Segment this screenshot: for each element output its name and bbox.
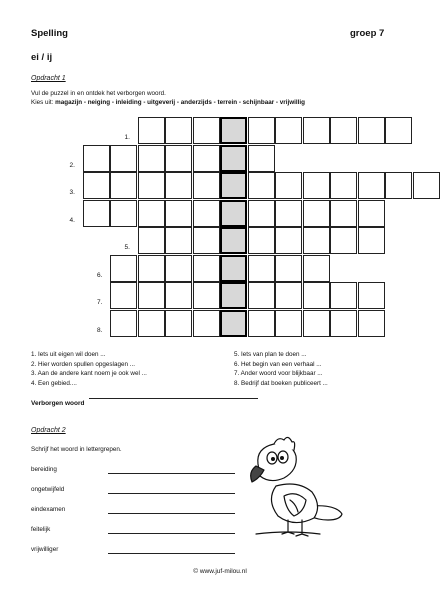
crossword-cell[interactable]	[275, 282, 302, 309]
crossword-cell[interactable]	[330, 200, 357, 227]
clue-item: 5. Iets van plan te doen ...	[234, 351, 307, 358]
crossword-cell[interactable]	[248, 200, 275, 227]
crossword-cell[interactable]	[83, 145, 110, 172]
crossword-cell[interactable]	[193, 200, 220, 227]
crossword-cell[interactable]	[330, 310, 357, 337]
row-number: 8.	[97, 326, 103, 334]
crossword-cell[interactable]	[275, 310, 302, 337]
crossword-cell[interactable]	[83, 172, 110, 199]
crossword-cell[interactable]	[165, 172, 192, 199]
subtitle: ei / ij	[31, 52, 53, 63]
crossword-cell[interactable]	[165, 200, 192, 227]
crossword-cell[interactable]	[110, 145, 137, 172]
clue-item: 6. Het begin van een verhaal ...	[234, 360, 322, 368]
crossword-cell[interactable]	[138, 227, 165, 254]
crossword-cell[interactable]	[110, 172, 137, 199]
hidden-word-label: Verborgen woord	[31, 400, 85, 407]
crossword-cell[interactable]	[248, 310, 275, 337]
crossword-cell[interactable]	[358, 172, 385, 199]
hidden-word-cell[interactable]	[220, 117, 247, 144]
syllable-word: feitelijk	[31, 526, 51, 533]
crossword-cell[interactable]	[330, 172, 357, 199]
crossword-cell[interactable]	[165, 117, 192, 144]
opdracht2-heading: Opdracht 2	[31, 427, 66, 434]
opdracht1-heading: Opdracht 1	[31, 75, 66, 82]
page-title: Spelling	[31, 28, 68, 39]
crossword-cell[interactable]	[275, 172, 302, 199]
row-number: 5.	[124, 244, 130, 251]
crossword-cell[interactable]	[248, 227, 275, 254]
crossword-cell[interactable]	[138, 282, 165, 309]
crossword-cell[interactable]	[193, 282, 220, 309]
crossword-cell[interactable]	[303, 200, 330, 227]
syllable-answer-line[interactable]	[108, 513, 235, 514]
crossword-cell[interactable]	[303, 227, 330, 254]
crossword-cell[interactable]	[193, 145, 220, 172]
crossword-cell[interactable]	[385, 117, 412, 144]
syllable-word: vrijwilliger	[31, 546, 59, 553]
row-number: 6.	[97, 271, 103, 279]
crossword-cell[interactable]	[358, 310, 385, 337]
syllable-answer-line[interactable]	[108, 473, 235, 474]
clue-item: 1. Iets uit eigen wil doen ...	[31, 351, 106, 358]
crossword-cell[interactable]	[303, 172, 330, 199]
crossword-cell[interactable]	[303, 282, 330, 309]
bird-illustration	[248, 434, 348, 546]
footer-copyright: © www.juf-milou.nl	[193, 568, 247, 575]
crossword-cell[interactable]	[83, 200, 110, 227]
crossword-cell[interactable]	[248, 117, 275, 144]
row-number: 7.	[97, 299, 103, 306]
crossword-cell[interactable]	[248, 255, 275, 282]
hidden-word-cell[interactable]	[220, 282, 247, 309]
crossword-cell[interactable]	[330, 117, 357, 144]
row-number: 2.	[69, 161, 75, 169]
crossword-cell[interactable]	[385, 172, 412, 199]
crossword-cell[interactable]	[193, 227, 220, 254]
crossword-cell[interactable]	[248, 282, 275, 309]
crossword-cell[interactable]	[165, 145, 192, 172]
crossword-cell[interactable]	[193, 255, 220, 282]
crossword-cell[interactable]	[138, 255, 165, 282]
choose-words-line	[31, 99, 305, 107]
choose-words: magazijn - neiging - inleiding - uitgeverij - anderzijds - terrein - schijnbaar - vrijwillig	[55, 99, 305, 106]
crossword-cell[interactable]	[275, 227, 302, 254]
crossword-cell[interactable]	[110, 200, 137, 227]
hidden-word-cell[interactable]	[220, 145, 247, 172]
syllable-word: bereiding	[31, 466, 57, 473]
clue-item: 2. Hier worden spullen opgeslagen ...	[31, 360, 135, 368]
crossword-cell[interactable]	[358, 227, 385, 254]
crossword-cell[interactable]	[358, 282, 385, 309]
clue-item: 7. Ander woord voor blijkbaar ...	[234, 370, 323, 377]
hidden-word-cell[interactable]	[220, 200, 247, 227]
crossword-cell[interactable]	[165, 255, 192, 282]
hidden-word-line[interactable]	[89, 398, 258, 399]
crossword-cell[interactable]	[138, 172, 165, 199]
clue-item: 4. Een gebied....	[31, 379, 77, 387]
crossword-cell[interactable]	[138, 200, 165, 227]
crossword-cell[interactable]	[330, 227, 357, 254]
opdracht1-instruction: Vul de puzzel in en ontdek het verborgen woord.	[31, 90, 166, 97]
opdracht2-instruction: Schrijf het woord in lettergrepen.	[31, 446, 122, 453]
crossword-cell[interactable]	[138, 145, 165, 172]
row-number: 3.	[69, 189, 75, 196]
crossword-cell[interactable]	[165, 227, 192, 254]
group-label: groep 7	[350, 28, 385, 39]
syllable-answer-line[interactable]	[108, 493, 235, 494]
crossword-cell[interactable]	[110, 282, 137, 309]
crossword-cell[interactable]	[248, 172, 275, 199]
hidden-word-cell[interactable]	[220, 172, 247, 199]
crossword-cell[interactable]	[165, 282, 192, 309]
hidden-word-cell[interactable]	[220, 227, 247, 254]
crossword-cell[interactable]	[303, 310, 330, 337]
crossword-cell[interactable]	[275, 200, 302, 227]
crossword-cell[interactable]	[358, 117, 385, 144]
syllable-answer-line[interactable]	[108, 533, 235, 534]
crossword-cell[interactable]	[303, 117, 330, 144]
crossword-cell[interactable]	[193, 310, 220, 337]
crossword-cell[interactable]	[165, 310, 192, 337]
crossword-cell[interactable]	[193, 172, 220, 199]
row-number: 4.	[69, 216, 75, 224]
hidden-word-cell[interactable]	[220, 255, 247, 282]
hidden-word-cell[interactable]	[220, 310, 247, 337]
crossword-cell[interactable]	[275, 255, 302, 282]
choose-prefix: Kies uit:	[31, 99, 54, 106]
syllable-answer-line[interactable]	[108, 553, 235, 554]
crossword-cell[interactable]	[330, 282, 357, 309]
crossword-cell[interactable]	[358, 200, 385, 227]
row-number: 1.	[124, 134, 130, 141]
syllable-word: ongetwijfeld	[31, 486, 65, 493]
syllable-word: eindexamen	[31, 506, 66, 513]
crossword-cell[interactable]	[138, 310, 165, 337]
crossword-cell[interactable]	[110, 255, 137, 282]
clue-item: 3. Aan de andere kant noem je ook wel ...	[31, 370, 147, 377]
crossword-cell[interactable]	[193, 117, 220, 144]
crossword-cell[interactable]	[275, 117, 302, 144]
crossword-cell[interactable]	[303, 255, 330, 282]
crossword-cell[interactable]	[413, 172, 440, 199]
clue-item: 8. Bedrijf dat boeken publiceert ...	[234, 379, 328, 387]
crossword-cell[interactable]	[248, 145, 275, 172]
crossword-cell[interactable]	[110, 310, 137, 337]
crossword-cell[interactable]	[138, 117, 165, 144]
